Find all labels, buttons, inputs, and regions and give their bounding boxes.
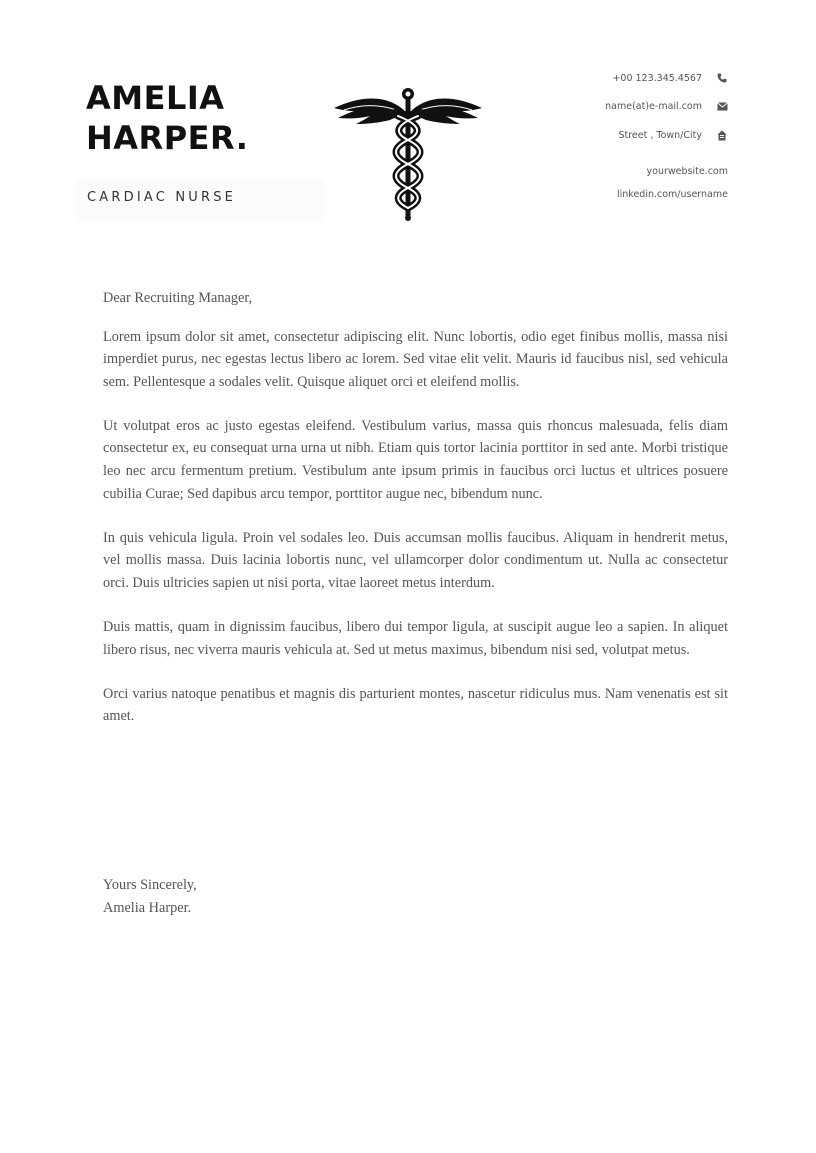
job-title: CARDIAC NURSE [87, 190, 237, 205]
paragraph-5: Orci varius natoque penatibus et magnis dis parturient montes, nascetur ridiculus mus. Nam venenatis est sit amet. [103, 685, 728, 725]
paragraph-4: Duis mattis, quam in dignissim faucibus, libero dui tempor ligula, at suscipit augue leo a sapien. In aliquet libero risus, nec viverra mauris vehicula at. Sed ut metus maximus, bibendum nisi sed, volutpat metus. [103, 619, 728, 658]
address-text: Street , Town/City [618, 129, 702, 141]
salutation: Dear Recruiting Manager, [103, 290, 253, 306]
email-text: name(at)e-mail.com [605, 100, 702, 112]
applicant-name [86, 78, 248, 158]
last-name: HARPER. [86, 119, 249, 157]
paragraph-3: In quis vehicula ligula. Proin vel sodales leo. Duis accumsan mollis faucibus. Aliquam in hendrerit metus, vel mollis massa. Duis lacinia lobortis nunc, vel ullamcorper dolor condimentum ut. Nulla ac consectetur orci. Duis ultricies sapien ut nisi porta, vitae laoreet metus interdum. [103, 529, 728, 591]
contact-phone [612, 72, 728, 84]
home-icon [716, 129, 728, 141]
letter-body [103, 287, 728, 749]
paragraph-1: Lorem ipsum dolor sit amet, consectetur adipiscing elit. Nunc lobortis, odio eget finibus mollis, massa nisi imperdiet purus, nec egestas lectus libero ac lorem. Sed vitae elit velit. Mauris id faucibus nisl, sed vehicula sem. Pellentesque a sodales velit. Quisque aliquet orci et eleifend mollis. [103, 328, 728, 390]
contact-block [488, 72, 728, 202]
closing-line: Yours Sincerely, [103, 877, 197, 893]
caduceus-icon [332, 84, 484, 224]
contact-website [647, 165, 728, 177]
contact-linkedin [617, 188, 728, 200]
letter-closing [103, 874, 197, 919]
phone-icon [716, 72, 728, 84]
mail-icon [716, 100, 728, 112]
signature-name: Amelia Harper. [103, 899, 192, 916]
paragraph-2: Ut volutpat eros ac justo egestas eleifend. Vestibulum varius, massa quis rhoncus malesuada, felis diam consectetur ex, eu consequat urna urna ut nibh. Etiam quis tortor lacinia porttitor in sed ante. Morbi tristique leo nec arcu fermentum pretium. Vestibulum ante ipsum primis in faucibus orci luctus et ultrices posuere cubilia Curae; Sed dapibus arcu tempor, porttitor augue nec, bibendum nunc. [103, 417, 728, 502]
contact-email [605, 100, 728, 112]
website-text: yourwebsite.com [646, 165, 728, 177]
first-name: AMELIA [86, 79, 225, 117]
contact-address [618, 129, 728, 141]
phone-text: +00 123.345.4567 [612, 72, 702, 84]
linkedin-text: linkedin.com/username [616, 188, 728, 200]
